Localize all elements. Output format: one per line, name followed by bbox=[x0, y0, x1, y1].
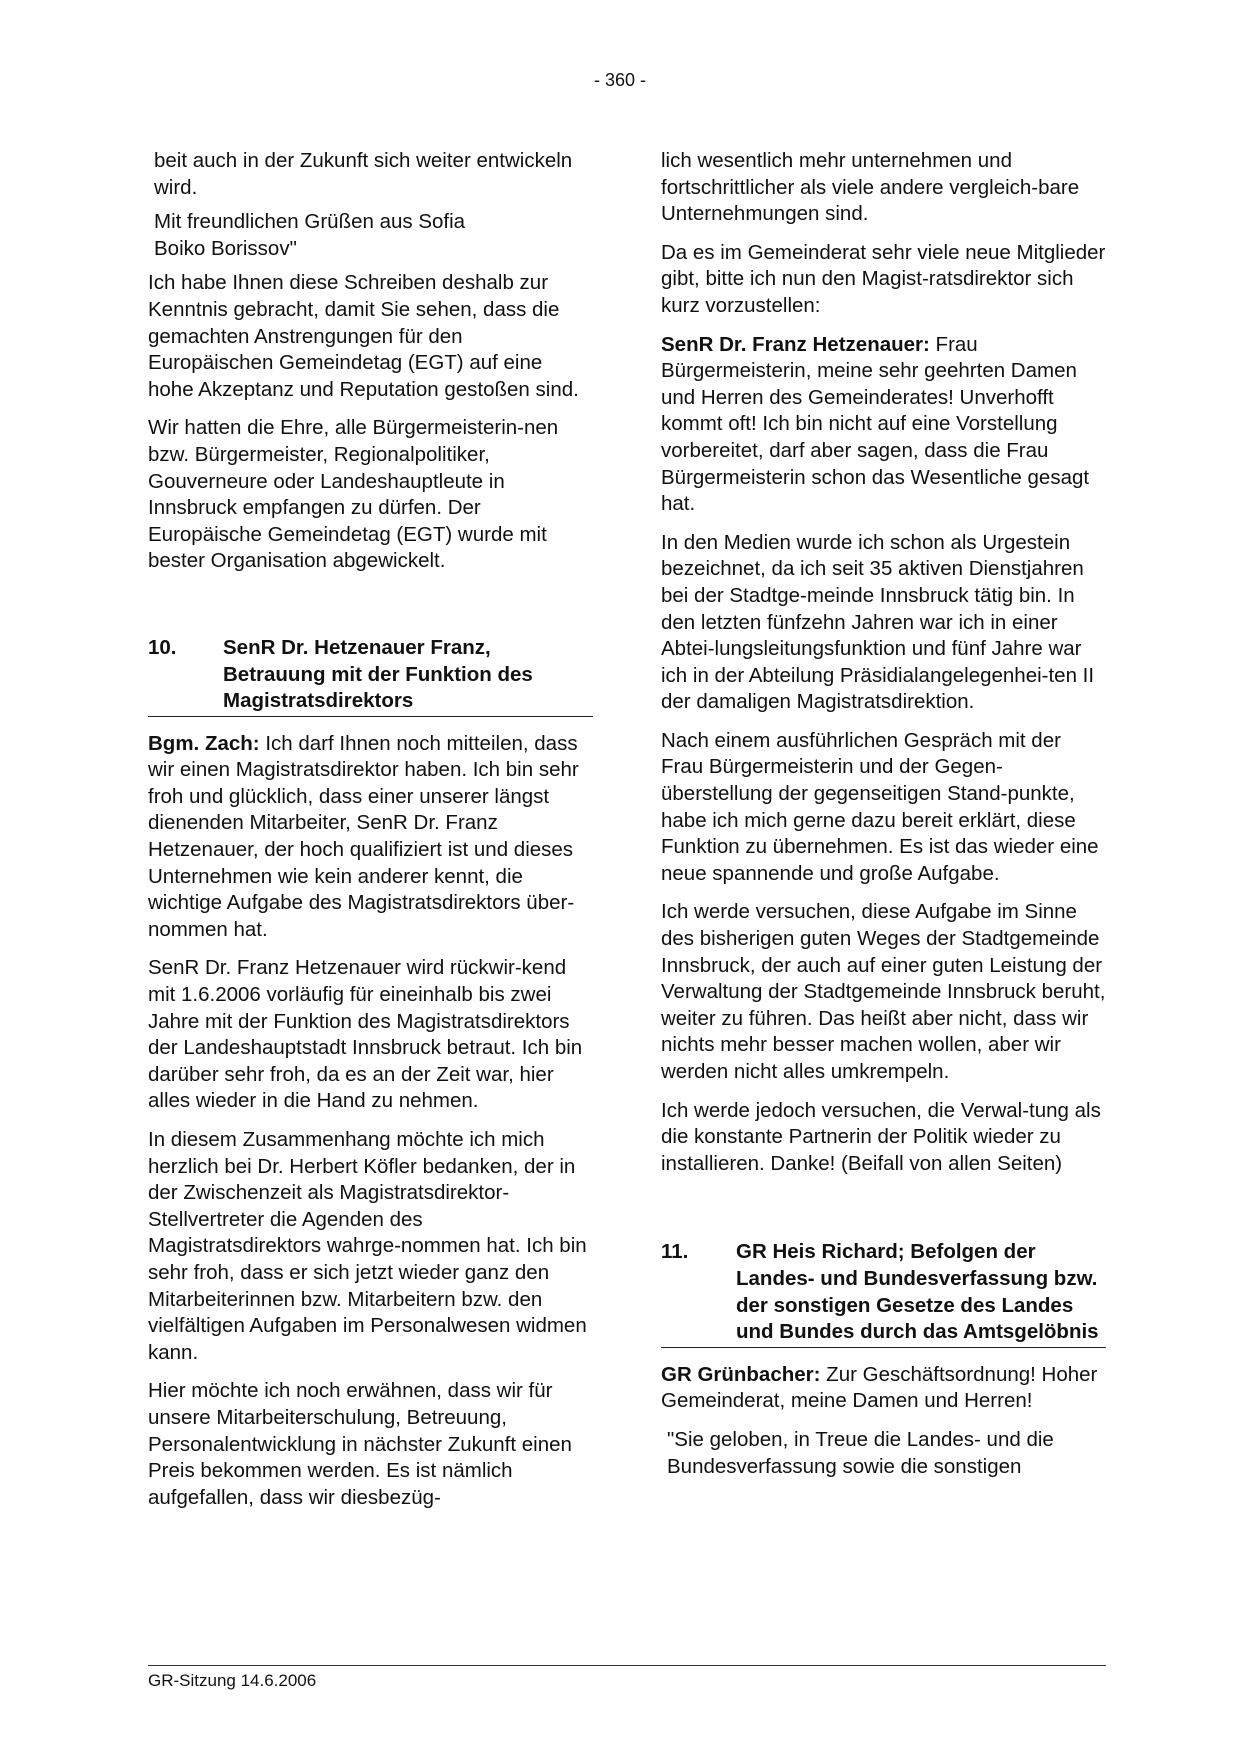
paragraph: Nach einem ausführlichen Gespräch mit der Frau Bürgermeisterin und der Gegen-überstellung der gegenseitigen Stand-punkte, habe ich mich gerne dazu bereit erklärt, diese Funktion zu übernehmen. Es ist das wieder eine neue spannende und große Aufgabe. bbox=[661, 728, 1099, 885]
section-heading bbox=[661, 1239, 1106, 1347]
paragraph: Ich werde jedoch versuchen, die Verwal-tung als die konstante Partnerin der Politik wieder zu installieren. Danke! (Beifall von allen Seiten) bbox=[661, 1098, 1101, 1175]
paragraph: In diesem Zusammenhang möchte ich mich herzlich bei Dr. Herbert Köfler bedanken, der in der Zwischenzeit als Magistratsdirektor-Stellvertreter die Agenden des Magistratsdirektors wahrge-nommen hat. Ich bin sehr froh, dass er sich jetzt wieder ganz den Mitarbeiterinnen bzw. Mitarbeitern bzw. den vielfältigen Aufgaben im Personalwesen widmen kann. bbox=[148, 1128, 587, 1364]
speaker-name: Bgm. Zach: bbox=[148, 731, 260, 755]
right-column bbox=[661, 148, 1106, 1492]
section-number: 11. bbox=[661, 1240, 689, 1264]
page-number: - 360 - bbox=[593, 70, 647, 90]
footer-divider bbox=[148, 1665, 1106, 1666]
paragraph: beit auch in der Zukunft sich weiter entwickeln wird. bbox=[154, 149, 573, 199]
paragraph: Boiko Borissov" bbox=[154, 236, 297, 260]
speech-text: Zur Geschäftsordnung! Hoher Gemeinderat, meine Damen und Herren! bbox=[661, 1362, 1098, 1413]
paragraph bbox=[661, 332, 1106, 518]
paragraph bbox=[148, 731, 593, 944]
paragraph: lich wesentlich mehr unternehmen und fortschrittlicher als viele andere vergleich-bare Unternehmungen sind. bbox=[661, 149, 1080, 226]
paragraph: Da es im Gemeinderat sehr viele neue Mitglieder gibt, bitte ich nun den Magist-ratsdirektor sich kurz vorzustellen: bbox=[661, 240, 1106, 317]
footer-text: GR-Sitzung 14.6.2006 bbox=[148, 1671, 317, 1690]
paragraph: Mit freundlichen Grüßen aus Sofia bbox=[154, 210, 466, 234]
paragraph: Ich werde versuchen, diese Aufgabe im Sinne des bisherigen guten Weges der Stadtgemeinde Innsbruck, der auch auf einer guten Leistung der Verwaltung der Stadtgemeinde Innsbruck beruht, weiter zu führen. Das heißt aber nicht, dass wir nichts mehr besser machen wollen, aber wir werden nicht alles umkrempeln. bbox=[661, 900, 1106, 1083]
speech-text: Ich darf Ihnen noch mitteilen, dass wir einen Magistratsdirektor haben. Ich bin sehr froh und glücklich, dass einer unserer längst dienenden Mitarbeiter, SenR Dr. Franz Hetzenauer, der hoch qualifiziert ist und dieses Unternehmen wie kein anderer kennt, die wichtige Aufgabe des Magistratsdirektors über-nommen hat. bbox=[148, 731, 579, 941]
paragraph bbox=[661, 1362, 1106, 1415]
paragraph: SenR Dr. Franz Hetzenauer wird rückwir-kend mit 1.6.2006 vorläufig für eineinhalb bis zwei Jahre mit der Funktion des Magistratsdirektors der Landeshauptstadt Innsbruck betraut. Ich bin darüber sehr froh, da es an der Zeit war, hier alles wieder in die Hand zu nehmen. bbox=[148, 956, 583, 1113]
paragraph: Ich habe Ihnen diese Schreiben deshalb zur Kenntnis gebracht, damit Sie sehen, dass die gemachten Anstrengungen für den Europäischen Gemeindetag (EGT) auf eine hohe Akzeptanz und Reputation gestoßen sind. bbox=[148, 271, 579, 401]
paragraph: In den Medien wurde ich schon als Urgestein bezeichnet, da ich seit 35 aktiven Dienstjahren bei der Stadtge-meinde Innsbruck tätig bin. In den letzten fünfzehn Jahren war ich in einer Abtei-lungsleitungsfunktion und fünf Jahre war ich in der Abteilung Präsidialangelegenhei-ten II der damaligen Magistratsdirektion. bbox=[661, 530, 1095, 714]
paragraph: "Sie geloben, in Treue die Landes- und die Bundesverfassung sowie die sonstigen bbox=[667, 1427, 1054, 1478]
section-title: GR Heis Richard; Befolgen der Landes- und Bundesverfassung bzw. der sonstigen Gesetze des Landes und Bundes durch das Amtsgelöbnis bbox=[736, 1240, 1099, 1344]
speaker-name: GR Grünbacher: bbox=[661, 1362, 821, 1386]
section-number: 10. bbox=[148, 635, 177, 659]
section-title: SenR Dr. Hetzenauer Franz, Betrauung mit der Funktion des Magistratsdirektors bbox=[223, 635, 533, 713]
speech-text: Frau Bürgermeisterin, meine sehr geehrten Damen und Herren des Gemeinderates! Unverhofft kommt oft! Ich bin nicht auf eine Vorstellung vorbereitet, darf aber sagen, dass die Frau Bürgermeisterin schon das Wesentliche gesagt hat. bbox=[661, 332, 1090, 516]
speaker-name: SenR Dr. Franz Hetzenauer: bbox=[661, 332, 930, 356]
left-column bbox=[148, 148, 593, 1523]
paragraph: Wir hatten die Ehre, alle Bürgermeisterin-nen bzw. Bürgermeister, Regionalpolitiker, Gouverneure oder Landeshauptleute in Innsbruck empfangen zu dürfen. Der Europäische Gemeindetag (EGT) wurde mit bester Organisation abgewickelt. bbox=[148, 416, 559, 573]
section-heading bbox=[148, 635, 593, 717]
paragraph: Hier möchte ich noch erwähnen, dass wir für unsere Mitarbeiterschulung, Betreuung, Personalentwicklung in nächster Zukunft einen Preis bekommen werden. Es ist nämlich aufgefallen, dass wir diesbezüg- bbox=[148, 1379, 572, 1509]
